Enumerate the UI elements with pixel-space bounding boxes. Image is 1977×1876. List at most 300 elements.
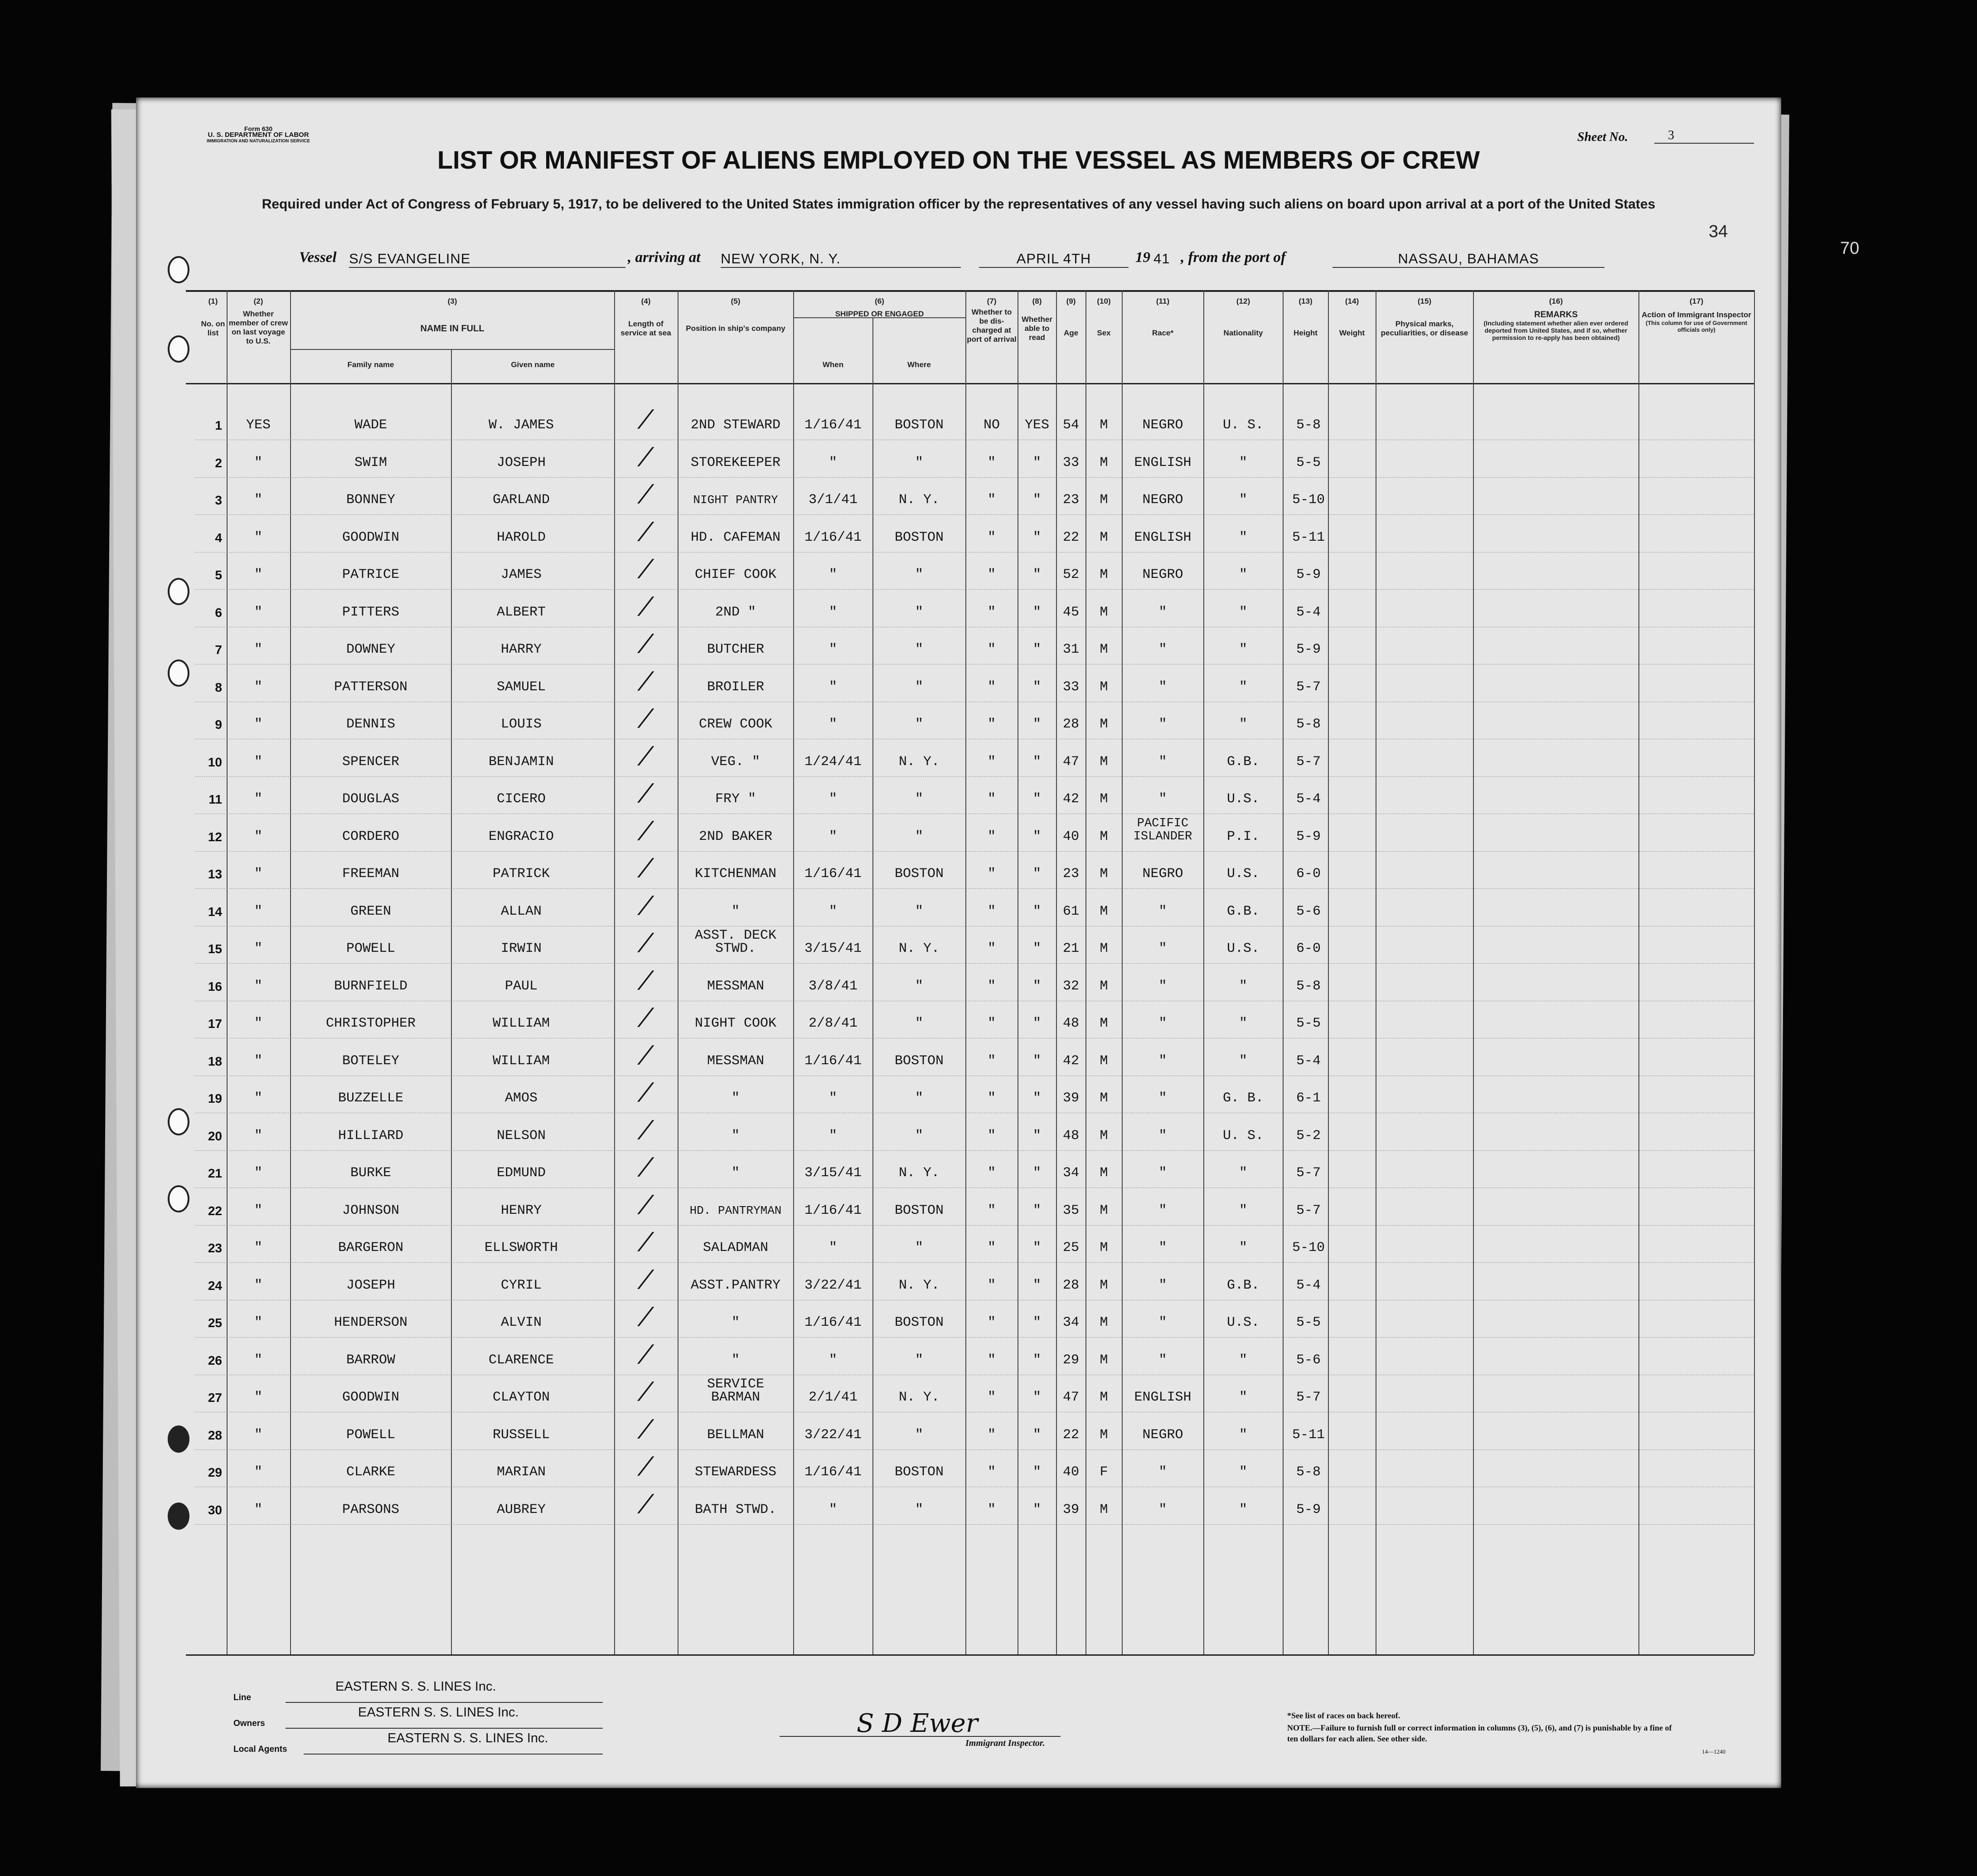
owners-value: EASTERN S. S. LINES Inc. <box>358 1705 519 1720</box>
table-top-border <box>186 290 1754 292</box>
cell-height: 5-11 <box>1292 1427 1325 1443</box>
cell-sex: M <box>1100 791 1108 807</box>
cell-height: 5-5 <box>1296 455 1321 470</box>
cell-given: CLARENCE <box>488 1352 554 1368</box>
line-label: Line <box>233 1693 252 1702</box>
cell-service: / <box>635 704 656 732</box>
cell-age: 32 <box>1062 978 1079 994</box>
owners-label: Owners <box>233 1719 265 1728</box>
cell-service: / <box>635 555 656 582</box>
cell-age: 22 <box>1062 1427 1079 1443</box>
col-number: (5) <box>731 297 741 305</box>
cell-where: " <box>915 1091 923 1106</box>
cell-nationality: " <box>1239 717 1247 732</box>
cell-nationality: " <box>1239 1390 1247 1405</box>
cell-nationality: U. S. <box>1222 1128 1264 1144</box>
cell-voyage: " <box>254 1016 262 1031</box>
cell-voyage: " <box>254 642 262 657</box>
cell-where: " <box>915 1352 923 1368</box>
line-value: EASTERN S. S. LINES Inc. <box>335 1679 496 1694</box>
cell-family: JOSEPH <box>346 1277 396 1293</box>
cell-voyage: " <box>254 829 262 844</box>
cell-where: N. Y. <box>898 492 940 508</box>
cell-given: WILLIAM <box>492 1053 550 1069</box>
cell-when: " <box>829 604 837 620</box>
col-number: (17) <box>1689 297 1704 305</box>
cell-where: " <box>915 1502 923 1517</box>
col-label: Action of Immigrant Inspector <box>1642 310 1751 319</box>
cell-position: CHIEF COOK <box>694 567 777 582</box>
cell-height: 5-4 <box>1296 1053 1321 1069</box>
col-number: (15) <box>1417 297 1432 305</box>
cell-given: ENGRACIO <box>488 829 554 844</box>
cell-discharged: " <box>987 1390 996 1405</box>
row-number: 24 <box>208 1278 222 1293</box>
cell-nationality: " <box>1239 978 1247 994</box>
cell-nationality: P.I. <box>1226 829 1260 844</box>
col-header-10 <box>1086 297 1121 338</box>
cell-where: BOSTON <box>894 417 944 433</box>
binder-hole <box>168 335 189 363</box>
cell-nationality: U.S. <box>1226 791 1260 807</box>
cell-voyage: " <box>254 529 262 545</box>
cell-position: ASST.PANTRY <box>690 1277 781 1293</box>
cell-discharged: NO <box>983 417 1000 433</box>
cell-read: " <box>1032 754 1041 770</box>
binder-hole <box>168 1108 189 1135</box>
cell-given: ALVIN <box>500 1315 542 1330</box>
row-number: 4 <box>215 530 222 545</box>
cell-when: " <box>829 567 837 582</box>
cell-height: 5-9 <box>1296 642 1321 657</box>
cell-discharged: " <box>987 1464 996 1480</box>
cell-nationality: " <box>1239 679 1247 695</box>
cell-family: GOODWIN <box>342 1390 400 1405</box>
cell-where: BOSTON <box>894 866 944 882</box>
cell-family: DOUGLAS <box>342 791 400 807</box>
cell-service: / <box>635 667 656 694</box>
cell-height: 5-2 <box>1296 1128 1321 1144</box>
row-divider <box>195 851 1754 852</box>
cell-voyage: " <box>254 1240 262 1256</box>
cell-sex: M <box>1100 717 1108 732</box>
cell-sex: M <box>1100 941 1108 956</box>
cell-sex: M <box>1100 1128 1108 1144</box>
cell-position: VEG. " <box>711 754 761 770</box>
cell-service: / <box>635 891 656 919</box>
cell-where: BOSTON <box>894 1464 944 1480</box>
row-number: 8 <box>215 680 222 694</box>
signature-rule <box>780 1736 1061 1737</box>
cell-service: / <box>635 1228 656 1255</box>
cell-race: PACIFIC ISLANDER <box>1133 816 1192 843</box>
cell-where: " <box>915 717 923 732</box>
cell-when: 1/16/41 <box>804 1464 862 1480</box>
cell-family: BONNEY <box>346 492 396 508</box>
cell-given: WILLIAM <box>492 1016 550 1031</box>
cell-given: JOSEPH <box>496 455 546 470</box>
arriving-place: NEW YORK, N. Y. <box>721 251 961 268</box>
col-header-13 <box>1284 297 1328 338</box>
cell-service: / <box>635 592 656 620</box>
row-number: 7 <box>215 643 222 657</box>
cell-where: BOSTON <box>894 529 944 545</box>
col-note: (Including statement whether alien ever ordered deported from United States, and if so, whether permission to re-apply has been obtained) <box>1483 320 1628 341</box>
cell-where: " <box>915 642 923 657</box>
col-number: (16) <box>1549 297 1563 305</box>
cell-age: 45 <box>1062 604 1079 620</box>
cell-where: " <box>915 829 923 844</box>
cell-given: W. JAMES <box>488 417 554 433</box>
cell-read: " <box>1032 1053 1041 1069</box>
cell-family: CORDERO <box>342 829 400 844</box>
cell-age: 47 <box>1062 1390 1079 1405</box>
cell-read: " <box>1032 1240 1041 1256</box>
cell-service: / <box>635 630 656 657</box>
cell-age: 33 <box>1062 679 1079 695</box>
cell-height: 5-4 <box>1296 791 1321 807</box>
cell-voyage: " <box>254 1202 262 1218</box>
sheet-number-label: Sheet No. <box>1577 130 1628 144</box>
cell-given: CICERO <box>496 791 546 807</box>
cell-where: N. Y. <box>898 1390 940 1405</box>
col-number: (3) <box>447 297 457 305</box>
agents-value: EASTERN S. S. LINES Inc. <box>388 1731 548 1745</box>
cell-height: 5-11 <box>1292 529 1325 545</box>
cell-read: " <box>1032 1128 1041 1144</box>
cell-sex: M <box>1100 1502 1108 1517</box>
col-header-where: Where <box>907 360 931 369</box>
cell-discharged: " <box>987 1091 996 1106</box>
cell-discharged: " <box>987 679 996 695</box>
cell-read: " <box>1032 1202 1041 1218</box>
cell-position: BROILER <box>707 679 765 695</box>
column-divider <box>1638 290 1639 1654</box>
cell-read: " <box>1032 492 1041 508</box>
cell-sex: M <box>1100 829 1108 844</box>
cell-service: / <box>635 929 656 956</box>
cell-where: " <box>915 567 923 582</box>
cell-position: MESSMAN <box>707 1053 765 1069</box>
cell-voyage: " <box>254 1128 262 1144</box>
cell-discharged: " <box>987 1016 996 1031</box>
cell-read: " <box>1032 1091 1041 1106</box>
cell-read: " <box>1032 1165 1041 1181</box>
row-number: 14 <box>208 904 222 919</box>
cell-age: 54 <box>1062 417 1079 433</box>
cell-nationality: " <box>1239 1427 1247 1443</box>
cell-family: DOWNEY <box>346 642 396 657</box>
row-divider <box>195 1262 1754 1263</box>
col-header-8 <box>1018 297 1056 342</box>
cell-age: 52 <box>1062 567 1079 582</box>
cell-read: " <box>1032 829 1041 844</box>
from-port-label: , from the port of <box>1181 249 1286 266</box>
cell-discharged: " <box>987 455 996 470</box>
row-divider <box>195 477 1754 478</box>
cell-when: 1/16/41 <box>804 417 862 433</box>
cell-given: LOUIS <box>500 717 542 732</box>
cell-race: " <box>1158 1128 1167 1144</box>
col-note: (This column for use of Government officials only) <box>1646 320 1747 333</box>
row-number: 11 <box>208 792 222 806</box>
col-number: (14) <box>1345 297 1359 305</box>
cell-discharged: " <box>987 1277 996 1293</box>
cell-race: " <box>1158 1315 1167 1330</box>
cell-age: 28 <box>1062 1277 1079 1293</box>
cell-when: " <box>829 642 837 657</box>
cell-where: " <box>915 1016 923 1031</box>
cell-voyage: " <box>254 754 262 770</box>
cell-nationality: " <box>1239 529 1247 545</box>
cell-read: " <box>1032 1464 1041 1480</box>
cell-height: 5-7 <box>1296 1202 1321 1218</box>
cell-when: 1/16/41 <box>804 1315 862 1330</box>
cell-read: " <box>1032 679 1041 695</box>
cell-height: 5-4 <box>1296 1277 1321 1293</box>
col-header-family: Family name <box>347 360 394 369</box>
cell-nationality: " <box>1239 492 1247 508</box>
cell-nationality: U.S. <box>1226 941 1260 956</box>
cell-read: " <box>1032 717 1041 732</box>
cell-sex: M <box>1100 754 1108 770</box>
cell-service: / <box>635 854 656 881</box>
cell-when: " <box>829 455 837 470</box>
cell-height: 5-7 <box>1296 754 1321 770</box>
col-header-given: Given name <box>511 360 555 369</box>
cell-service: / <box>635 742 656 769</box>
cell-position: 2ND BAKER <box>698 829 773 844</box>
row-number: 17 <box>208 1017 222 1031</box>
cell-height: 5-8 <box>1296 1464 1321 1480</box>
cell-read: " <box>1032 604 1041 620</box>
cell-position: CREW COOK <box>698 717 773 732</box>
cell-race: ENGLISH <box>1134 1390 1192 1405</box>
cell-age: 35 <box>1062 1202 1079 1218</box>
cell-voyage: " <box>254 941 262 956</box>
cell-where: " <box>915 903 923 919</box>
cell-service: / <box>635 1303 656 1330</box>
cell-where: " <box>915 1128 923 1144</box>
cell-when: " <box>829 903 837 919</box>
owners-rule <box>286 1728 603 1729</box>
cell-race: " <box>1158 1016 1167 1031</box>
col-header-14 <box>1329 297 1375 338</box>
agents-label: Local Agents <box>233 1745 287 1754</box>
cell-height: 6-0 <box>1296 866 1321 882</box>
cell-discharged: " <box>987 1128 996 1144</box>
cell-family: PARSONS <box>342 1502 400 1517</box>
cell-discharged: " <box>987 1053 996 1069</box>
cell-when: " <box>829 1502 837 1517</box>
cell-race: " <box>1158 1091 1167 1106</box>
col-number: (8) <box>1032 297 1042 305</box>
cell-family: GOODWIN <box>342 529 400 545</box>
cell-nationality: " <box>1239 604 1247 620</box>
vessel-label: Vessel <box>299 249 337 266</box>
cell-given: HAROLD <box>496 529 546 545</box>
cell-where: BOSTON <box>894 1315 944 1330</box>
form-number: Form 630 <box>244 125 273 132</box>
cell-where: " <box>915 604 923 620</box>
cell-nationality: " <box>1239 567 1247 582</box>
cell-sex: M <box>1100 1427 1108 1443</box>
col-number: (11) <box>1156 297 1170 305</box>
row-number: 9 <box>215 717 222 732</box>
cell-voyage: " <box>254 1464 262 1480</box>
col-label: Whether able to read <box>1022 315 1052 342</box>
cell-when: 1/24/41 <box>804 754 862 770</box>
cell-discharged: " <box>987 829 996 844</box>
row-number: 20 <box>208 1129 222 1143</box>
cell-position: SALADMAN <box>703 1240 769 1256</box>
form-header <box>190 126 326 145</box>
cell-read: " <box>1032 1277 1041 1293</box>
cell-height: 5-6 <box>1296 1352 1321 1368</box>
table-header-border <box>186 383 1754 384</box>
cell-when: 3/15/41 <box>804 1165 862 1181</box>
cell-given: HENRY <box>500 1202 542 1218</box>
cell-race: " <box>1158 642 1167 657</box>
cell-discharged: " <box>987 604 996 620</box>
cell-where: " <box>915 791 923 807</box>
cell-age: 61 <box>1062 903 1079 919</box>
cell-race: " <box>1158 1502 1167 1517</box>
row-divider <box>195 552 1754 553</box>
cell-nationality: " <box>1239 1202 1247 1218</box>
row-number: 12 <box>208 829 222 844</box>
row-number: 23 <box>208 1241 222 1255</box>
cell-when: 3/22/41 <box>804 1427 862 1443</box>
cell-read: " <box>1032 903 1041 919</box>
col-label: No. on list <box>201 320 225 337</box>
row-divider <box>195 1524 1754 1525</box>
cell-voyage: " <box>254 791 262 807</box>
cell-where: BOSTON <box>894 1202 944 1218</box>
cell-race: ENGLISH <box>1134 455 1192 470</box>
cell-height: 5-8 <box>1296 417 1321 433</box>
cell-when: " <box>829 1352 837 1368</box>
cell-given: AMOS <box>504 1091 538 1106</box>
cell-age: 22 <box>1062 529 1079 545</box>
cell-height: 5-5 <box>1296 1016 1321 1031</box>
cell-sex: F <box>1100 1464 1108 1480</box>
col-header-when: When <box>822 360 844 369</box>
inspector-label: Immigrant Inspector. <box>965 1738 1045 1748</box>
row-number: 25 <box>208 1316 222 1330</box>
col-label: Whether to be dis-charged at port of arrival <box>967 308 1017 344</box>
cell-race: NEGRO <box>1142 1427 1183 1443</box>
cell-discharged: " <box>987 791 996 807</box>
cell-given: PAUL <box>504 978 538 994</box>
col-header-9 <box>1057 297 1085 338</box>
cell-read: " <box>1032 941 1041 956</box>
row-number: 2 <box>215 456 222 470</box>
cell-read: " <box>1032 1502 1041 1517</box>
cell-given: EDMUND <box>496 1165 546 1181</box>
cell-voyage: " <box>254 1091 262 1106</box>
sheet-number <box>1577 128 1674 145</box>
cell-discharged: " <box>987 1427 996 1443</box>
arriving-label: , arriving at <box>628 249 701 266</box>
cell-age: 29 <box>1062 1352 1079 1368</box>
cell-sex: M <box>1100 492 1108 508</box>
col-number: (12) <box>1236 297 1250 305</box>
cell-service: / <box>635 1415 656 1442</box>
form-code: 14—1240 <box>1702 1748 1725 1755</box>
cell-given: SAMUEL <box>496 679 546 695</box>
cell-sex: M <box>1100 1277 1108 1293</box>
col-number: (1) <box>208 297 218 305</box>
cell-discharged: " <box>987 941 996 956</box>
cell-service: / <box>635 517 656 545</box>
cell-given: NELSON <box>496 1128 546 1144</box>
cell-position: NIGHT COOK <box>694 1016 777 1031</box>
row-number: 21 <box>208 1166 222 1180</box>
cell-sex: M <box>1100 1390 1108 1405</box>
binder-hole <box>168 1503 189 1530</box>
cell-nationality: " <box>1239 1464 1247 1480</box>
row-divider <box>195 963 1754 964</box>
cell-race: " <box>1158 1240 1167 1256</box>
cell-when: 3/1/41 <box>808 492 858 508</box>
cell-where: " <box>915 679 923 695</box>
col-header-12 <box>1204 297 1282 338</box>
cell-height: 5-9 <box>1296 567 1321 582</box>
cell-height: 5-7 <box>1296 679 1321 695</box>
from-port: NASSAU, BAHAMAS <box>1333 251 1604 268</box>
arrival-date: APRIL 4TH <box>979 251 1129 268</box>
col-header-15 <box>1376 297 1473 338</box>
cell-race: ENGLISH <box>1134 529 1192 545</box>
cell-position: " <box>731 1165 740 1181</box>
cell-discharged: " <box>987 1165 996 1181</box>
cell-race: " <box>1158 604 1167 620</box>
cell-voyage: " <box>254 903 262 919</box>
cell-sex: M <box>1100 567 1108 582</box>
department-name: U. S. DEPARTMENT OF LABOR <box>208 131 309 139</box>
cell-age: 47 <box>1062 754 1079 770</box>
cell-voyage: " <box>254 679 262 695</box>
cell-sex: M <box>1100 642 1108 657</box>
binder-hole <box>168 1425 189 1453</box>
cell-service: / <box>635 1452 656 1479</box>
cell-discharged: " <box>987 1315 996 1330</box>
cell-age: 42 <box>1062 791 1079 807</box>
cell-age: 39 <box>1062 1502 1079 1517</box>
cell-position: HD. PANTRYMAN <box>689 1203 782 1217</box>
row-divider <box>195 776 1754 777</box>
col-header-7 <box>966 297 1017 344</box>
cell-sex: M <box>1100 1202 1108 1218</box>
cell-race: NEGRO <box>1142 417 1183 433</box>
cell-position: NIGHT PANTRY <box>693 493 778 507</box>
cell-given: JAMES <box>500 567 542 582</box>
cell-nationality: U. S. <box>1222 417 1264 433</box>
cell-service: / <box>635 1153 656 1180</box>
cell-when: " <box>829 717 837 732</box>
cell-height: 5-9 <box>1296 829 1321 844</box>
row-number: 16 <box>208 979 222 994</box>
cell-read: " <box>1032 791 1041 807</box>
row-number: 10 <box>208 755 222 769</box>
cell-race: NEGRO <box>1142 866 1183 882</box>
col-header-4 <box>615 297 677 338</box>
cell-discharged: " <box>987 529 996 545</box>
agents-rule <box>304 1754 603 1755</box>
cell-sex: M <box>1100 529 1108 545</box>
cell-service: / <box>635 1340 656 1367</box>
